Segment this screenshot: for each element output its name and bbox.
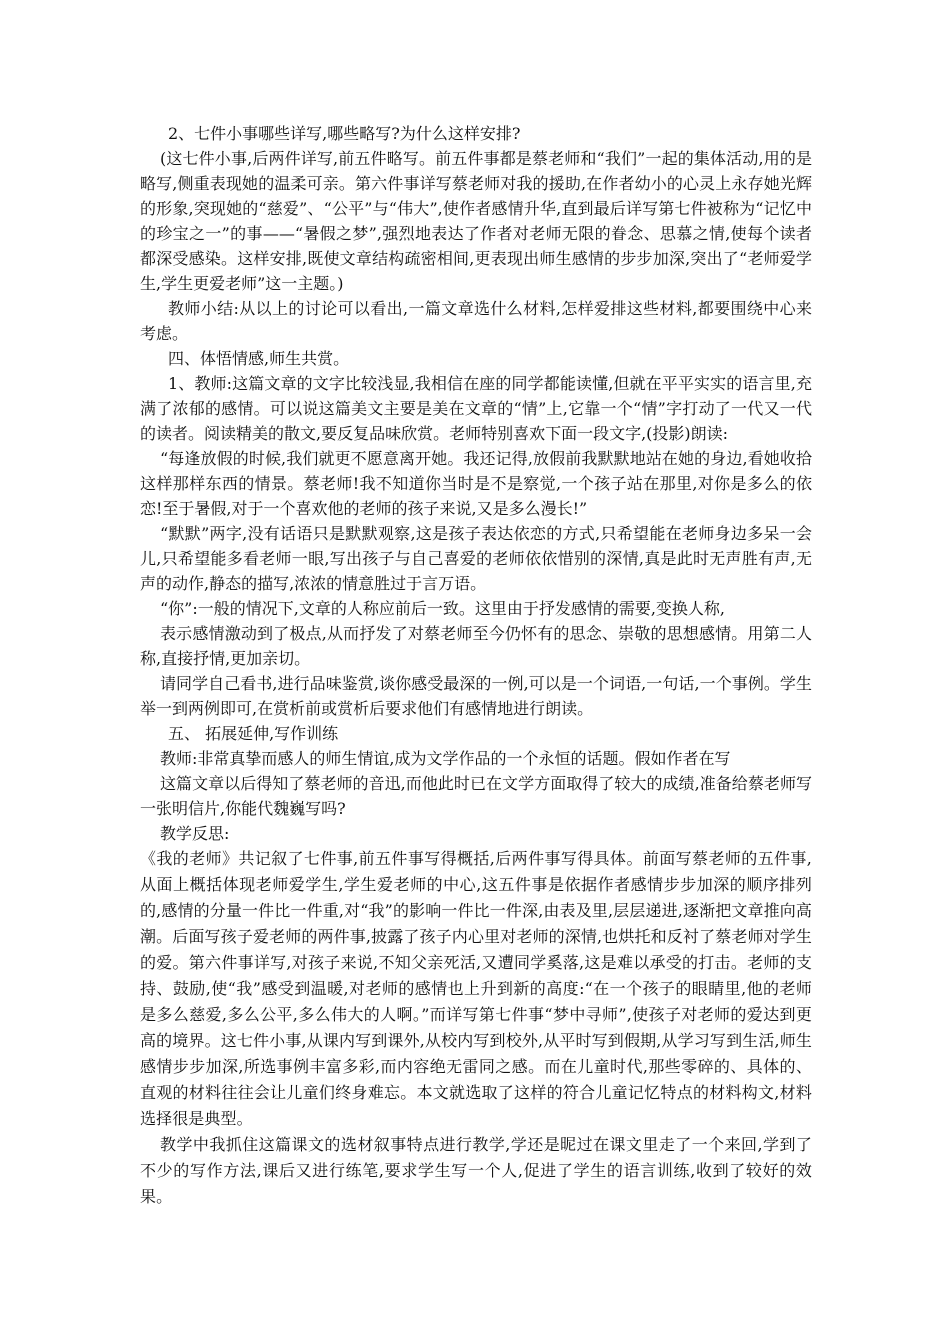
reflection-paragraph-1: 《我的老师》共记叙了七件事,前五件事写得概括,后两件事写得具体。前面写蔡老师的五件事,从面上概括体现老师爱学生,学生爱老师的中心,这五件事是依据作者感情步步加深的顺序排列的,感情的分量一件比一件重,对“我”的影响一件比一件深,由表及里,层层递进,逐渐把文章推向高潮。后面写孩子爱老师的两件事,披露了孩子内心里对老师的深情,也烘托和反衬了蔡老师对学生的爱。第六件事详写,对孩子来说,不知父亲死活,又遭同学奚落,这是难以承受的打击。老师的支持、鼓励,使“我”感受到温暖,对老师的感情也上升到新的高度:“在一个孩子的眼睛里,他的老师是多么慈爱,多么公平,多么伟大的人啊。”而详写第七件事“梦中寻师”,使孩子对老师的爱达到更高的境界。这七件小事,从课内写到课外,从校内写到校外,从平时写到假期,从学习写到生活,师生感情步步加深,所选事例丰富多彩,而内容绝无雷同之感。而在儿童时代,那些零碎的、具体的、直观的材料往往会让儿童们终身难忘。本文就选取了这样的符合儿童记忆特点的材料构文,材料选择很是典型。: [140, 849, 812, 1128]
reflection-title: 教学反思:: [160, 824, 230, 843]
quoted-passage: “每逢放假的时候,我们就更不愿意离开她。我还记得,放假前我默默地站在她的身边,看她收拾这样那样东西的情景。蔡老师!我不知道你当时是不是察觉,一个孩子站在那里,对你是多么的依恋!至于暑假,对于一个喜欢他的老师的孩子来说,又是多么漫长!”: [140, 449, 812, 518]
section-heading-4: 四、体悟情感,师生共赏。: [168, 349, 350, 368]
analysis-ni-continued: 表示感情激动到了极点,从而抒发了对蔡老师至今仍怀有的思念、崇敬的思想感情。用第二人称,直接抒情,更加亲切。: [140, 624, 812, 668]
teacher-prompt: 教师:非常真挚而感人的师生情谊,成为文学作品的一个永恒的话题。假如作者在写: [160, 749, 731, 768]
item-1-paragraph: 1、教师:这篇文章的文字比较浅显,我相信在座的同学都能读懂,但就在平平实实的语言里,充满了浓郁的感情。可以说这篇美文主要是美在文章的“情”上,它靠一个“情”字打动了一代又一代的读者。阅读精美的散文,要反复品味欣赏。老师特别喜欢下面一段文字,(投影)朗读:: [140, 374, 812, 443]
teacher-prompt-continued: 这篇文章以后得知了蔡老师的音迅,而他此时已在文学方面取得了较大的成绩,准备给蔡老师写一张明信片,你能代魏巍写吗?: [140, 774, 812, 818]
analysis-ni: “你”:一般的情况下,文章的人称应前后一致。这里由于抒发感情的需要,变换人称,: [160, 599, 726, 618]
question-2: 2、七件小事哪些详写,哪些略写?为什么这样安排?: [168, 124, 521, 143]
reflection-paragraph-2: 教学中我抓住这篇课文的选材叙事特点进行教学,学还是昵过在课文里走了一个来回,学到了不少的写作方法,课后又进行练笔,要求学生写一个人,促进了学生的语言训练,收到了较好的效果。: [140, 1135, 812, 1206]
section-heading-5: 五、 拓展延伸,写作训练: [168, 724, 339, 743]
teacher-summary: 教师小结:从以上的讨论可以看出,一篇文章选什么材料,怎样爱排这些材料,都要围绕中心来考虑。: [140, 299, 812, 343]
document-page: [140, 121, 812, 1210]
question-2-answer: (这七件小事,后两件详写,前五件略写。前五件事都是蔡老师和“我们”一起的集体活动,用的是略写,侧重表现她的温柔可亲。第六件事详写蔡老师对我的援助,在作者幼小的心灵上永存她光辉的形象,突现她的“慈爱”、“公平”与“伟大”,使作者感情升华,直到最后详写第七件被称为“记忆中的珍宝之一”的事——“暑假之梦”,强烈地表达了作者对老师无限的眷念、思慕之情,使每个读者都深受感染。这样安排,既使文章结构疏密相间,更表现出师生感情的步步加深,突出了“老师爱学生,学生更爱老师”这一主题。): [140, 149, 812, 293]
analysis-momo: “默默”两字,没有话语只是默默观察,这是孩子表达依恋的方式,只希望能在老师身边多呆一会儿,只希望能多看老师一眼,写出孩子与自己喜爱的老师依依惜别的深情,真是此时无声胜有声,无声的动作,静态的描写,浓浓的情意胜过于言万语。: [140, 524, 812, 593]
self-reading-task: 请同学自己看书,进行品味鉴赏,谈你感受最深的一例,可以是一个词语,一句话,一个事例。学生举一到两例即可,在赏析前或赏析后要求他们有感情地进行朗读。: [140, 674, 812, 718]
